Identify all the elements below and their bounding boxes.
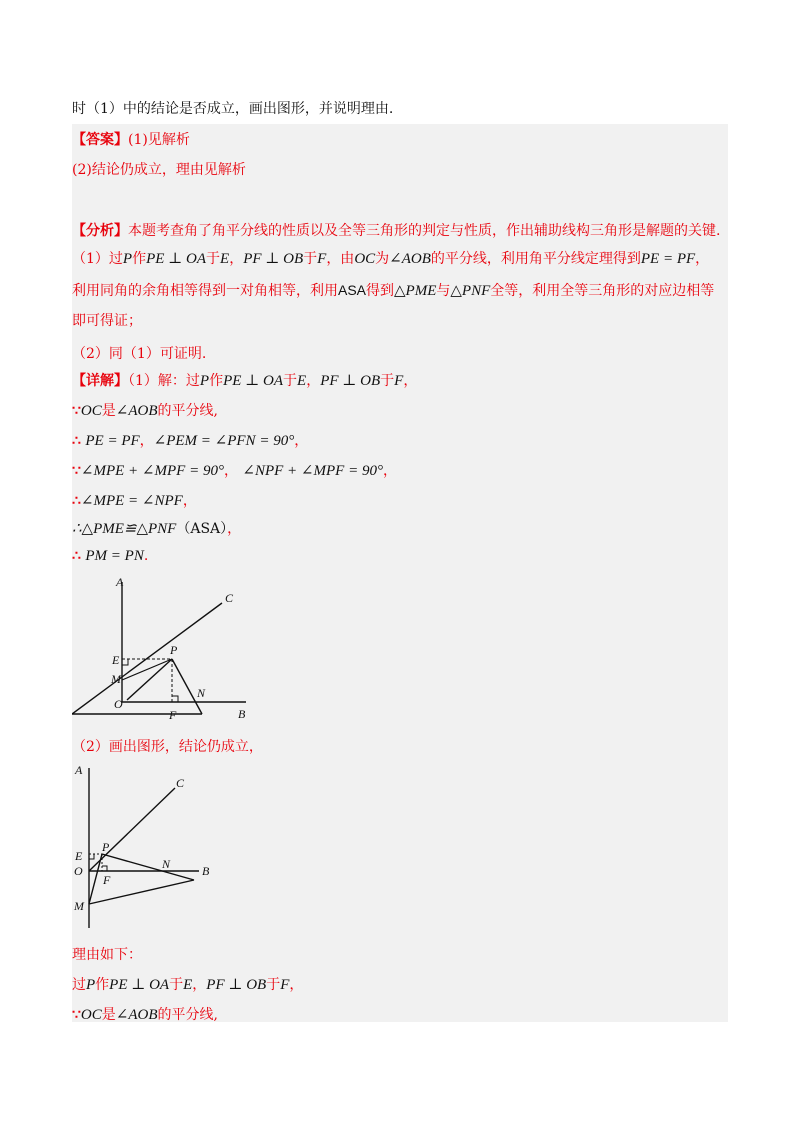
figure-2	[72, 762, 217, 932]
solution-panel	[72, 124, 728, 1022]
analysis-line-5: （2）同（1）可证明.	[72, 346, 207, 362]
fig2-label-A: A	[75, 763, 83, 777]
analysis-text: 本题考查角了角平分线的性质以及全等三角形的判定与性质，作出辅助线构三角形是解题的关键.	[128, 223, 721, 239]
fig2-label-B: B	[202, 864, 210, 878]
answer-line-1	[72, 129, 190, 149]
reason-heading: 理由如下：	[72, 947, 142, 963]
detail-line-1: 【详解】（1）解：过P作PE ⊥ OA于E，PF ⊥ OB于F，	[72, 373, 418, 389]
part2-heading: （2）画出图形，结论仍成立，	[72, 739, 263, 755]
answer-line-2: (2)结论仍成立，理由见解析	[72, 162, 246, 178]
fig1-label-N: N	[197, 686, 206, 700]
detail-line-2: ∵OC是∠AOB的平分线,	[72, 403, 218, 419]
fig1-label-A: A	[116, 575, 124, 589]
fig1-label-O: O	[114, 697, 123, 711]
figure-1	[72, 574, 262, 724]
fig2-label-N: N	[162, 857, 171, 871]
fig1-label-F: F	[169, 708, 177, 722]
analysis-line-3: 利用同角的余角相等得到一对角相等，利用ASA得到△PME与△PNF全等，利用全等三角形的对应边相等	[72, 282, 715, 299]
reason-line-2: ∵OC是∠AOB的平分线,	[72, 1007, 218, 1023]
analysis-line-4: 即可得证；	[72, 313, 142, 329]
fig2-label-C: C	[176, 776, 185, 790]
fig1-label-B: B	[238, 707, 246, 721]
fig2-label-M: M	[74, 899, 84, 913]
fig2-label-F: F	[103, 873, 111, 887]
analysis-tag: 【分析】	[72, 223, 128, 239]
answer-tag: 【答案】	[72, 132, 128, 148]
fig1-label-P: P	[170, 643, 178, 657]
analysis-line-2: （1）过P作PE ⊥ OA于E，PF ⊥ OB于F，由OC为∠AOB的平分线，利用角平分线定理得到PE = PF，	[72, 251, 710, 267]
detail-line-6: ∴△PME≌△PNF（ASA），	[72, 521, 242, 537]
detail-line-3: ∴ PE = PF，∠PEM = ∠PFN = 90°，	[72, 433, 309, 449]
detail-line-5: ∴∠MPE = ∠NPF，	[72, 493, 197, 509]
fig2-label-E: E	[75, 849, 83, 863]
fig1-label-M: M	[111, 672, 121, 686]
detail-line-4: ∵∠MPE + ∠MPF = 90°， ∠NPF + ∠MPF = 90°，	[72, 463, 397, 479]
analysis-line-1	[72, 220, 720, 240]
fig1-label-E: E	[112, 653, 120, 667]
answer-part1: (1)见解析	[128, 132, 190, 148]
fig2-label-O: O	[74, 864, 83, 878]
detail-line-7: ∴ PM = PN.	[72, 548, 149, 564]
detail-tag: 【详解】	[72, 373, 128, 389]
question-tail: 时（1）中的结论是否成立，画出图形，并说明理由.	[72, 101, 394, 117]
fig1-label-C: C	[225, 591, 234, 605]
reason-line-1: 过P作PE ⊥ OA于E，PF ⊥ OB于F，	[72, 977, 304, 993]
fig2-label-P: P	[102, 840, 110, 854]
